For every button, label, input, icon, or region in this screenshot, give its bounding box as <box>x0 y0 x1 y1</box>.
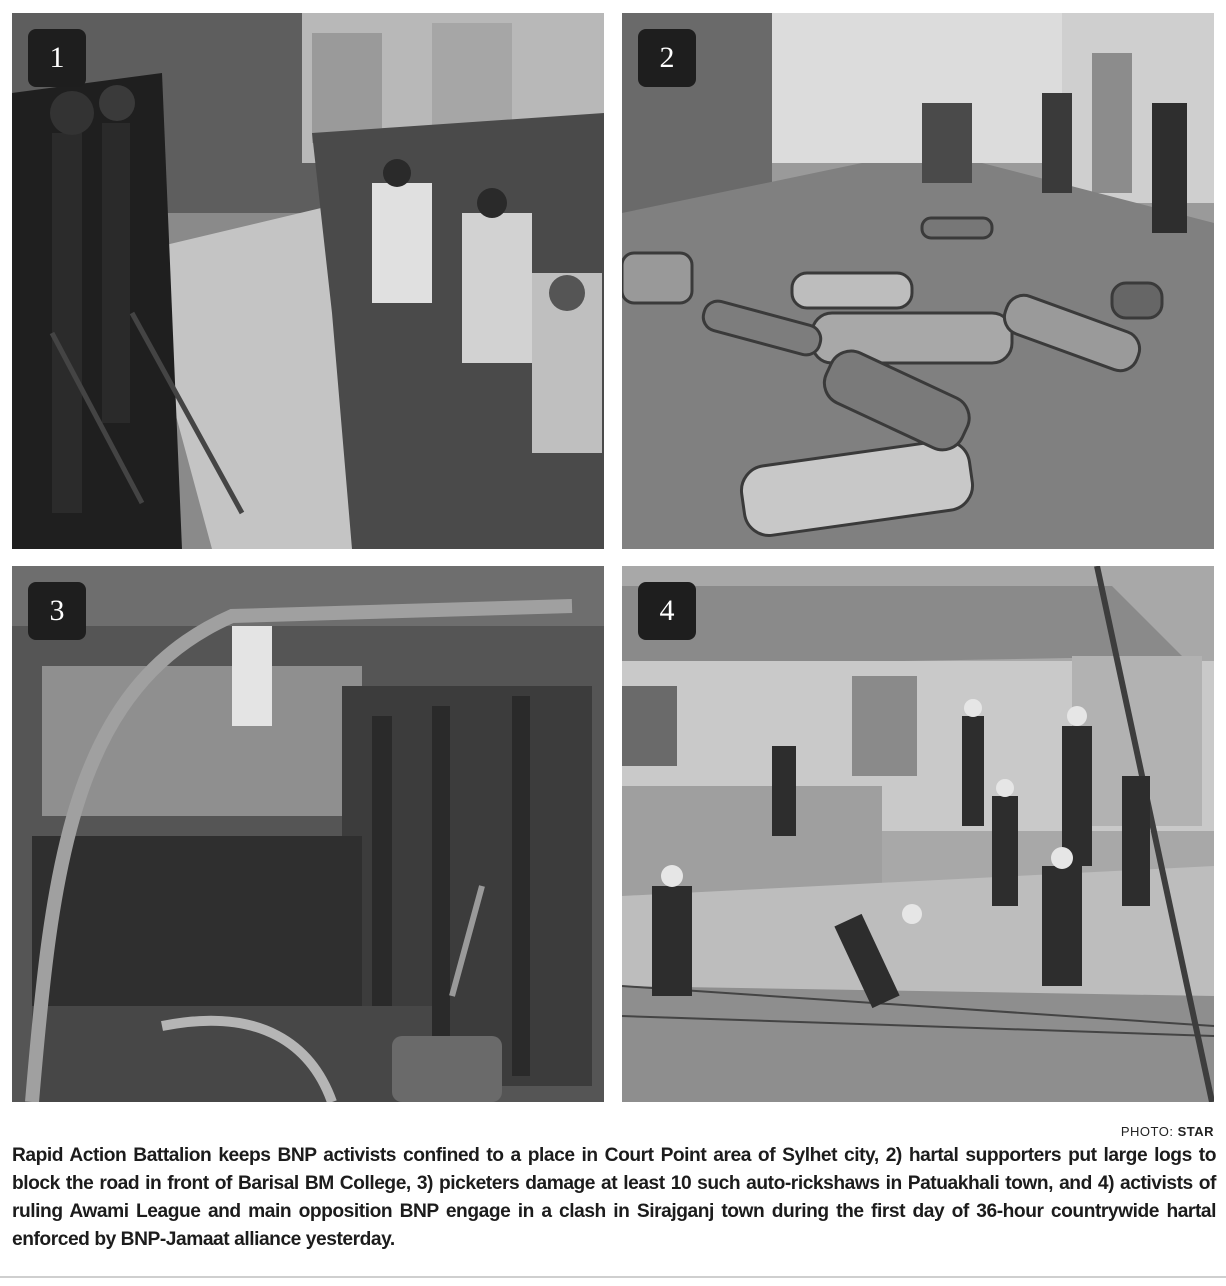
photo-4-clash <box>622 566 1214 1102</box>
photo-caption: Rapid Action Battalion keeps BNP activists confined to a place in Court Point area of Sylhet city, 2) hartal supporters put large logs to block the road in front of Barisal BM College, 3) picketers damage at least 10 such auto-rickshaws in Patuakhali town, and 4) activists of ruling Awami League and main opposition BNP engage in a clash in Sirajganj town during the first day of 36-hour countrywide hartal enforced by BNP-Jamaat alliance yesterday. <box>12 1145 1216 1250</box>
photo-credit-label: PHOTO: <box>1120 1124 1174 1139</box>
photo-3-image <box>12 566 604 1102</box>
photo-number-badge: 3 <box>28 582 86 640</box>
photo-1-rab-activists <box>12 13 604 549</box>
photo-number-badge: 4 <box>638 582 696 640</box>
photo-number-badge: 1 <box>28 29 86 87</box>
photo-1-image <box>12 13 604 549</box>
photo-number-badge: 2 <box>638 29 696 87</box>
bottom-divider <box>0 1276 1226 1278</box>
photo-credit <box>1121 1124 1214 1139</box>
photo-credit-source: STAR <box>1177 1124 1214 1139</box>
photo-4-image <box>622 566 1214 1102</box>
photo-2-image <box>622 13 1214 549</box>
photo-3-damaged-rickshaw <box>12 566 604 1102</box>
photo-2-logs-road <box>622 13 1214 549</box>
